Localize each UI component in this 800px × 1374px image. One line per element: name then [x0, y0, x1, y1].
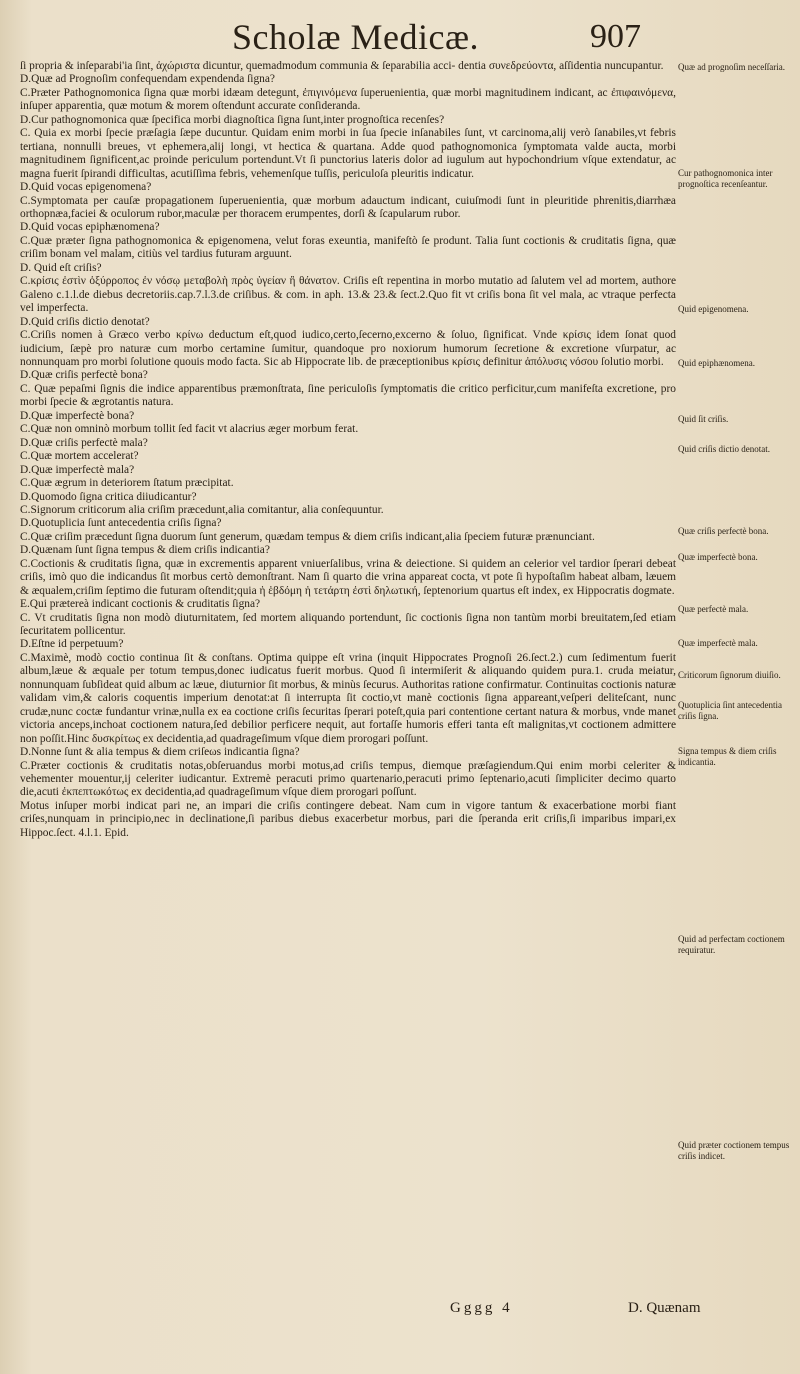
- answer: C.Quæ ægrum in deteriorem ſtatum præcipitat.: [20, 477, 234, 490]
- margin-note: Quæ ad prognoſim neceſſaria.: [678, 62, 785, 72]
- question: D.Quæ ad Prognoſim confequendam expendenda ſigna?: [20, 73, 275, 86]
- answer: C. Quæ pepaſmi ſignis die indice apparentibus præmonſtrata, ſine periculoſis ſymptomatis die critico perficitur,cum manifeſta excretione, pro morbi ſpecie & ægrotantis natura.: [20, 382, 676, 409]
- answer: C.Maximè, modò coctio continua ſit & conſtans. Optima quippe eſt vrina (inquit Hippocrates Prognoſi 26.ſect.2.) cum ſedimentum fuerit album,læue & æquale per totum tempus,donec iudicatus fuerit morbus. Quod ſi intermiſerit & aliquando quidem pura.1. cruda meiatur, nonnunquam ſubſideat quid album ac læue, diuturnior ſit morbus, & minùs ſecurus. Authoritas ratione confirmatur. Continuitas coctionis naturæ validam vim,& caloris coquentis imperium denotat:at ſi interrupta ſit coctio,vt manè coctionis ſigna appareant,veſperi deliteſcant, nunc crudæ,nunc coctæ fundantur vrinæ,nulla ex ea coctione criſis ſecuritas ſperari poteſt,quia pari contentione certant natura & morbus, vnde manet victoria anceps,inchoat coctionem natura,ſed debilior perficere nequit, aut fortaſſe humoris efferi tanta eſt malignitas,vt coctionem admittere non poſſit.Hinc δυσκρίτως ex decidentia,ad quadrageſimum vſque diem prorogari poſſunt.: [20, 651, 676, 745]
- signature-mark: Gggg 4: [450, 1300, 513, 1316]
- margin-note: Quid epiphænomena.: [678, 358, 755, 368]
- answer: C.Quæ mortem accelerat?: [20, 450, 139, 463]
- margin-note: Quid epigenomena.: [678, 304, 749, 314]
- question: D.Nonne ſunt & alia tempus & diem criſeωs indicantia ſigna?: [20, 746, 300, 759]
- margin-note: Cur pathognomonica inter prognoſtica recenſeantur.: [678, 168, 773, 189]
- question: D.Quid vocas epigenomena?: [20, 181, 152, 194]
- running-title: Scholæ Medicæ.: [232, 17, 479, 57]
- margin-note: Quæ imperfectè bona.: [678, 552, 758, 562]
- question: E.Qui prætereà indicant coctionis & cruditatis ſigna?: [20, 598, 261, 611]
- question: D.Quid criſis dictio denotat?: [20, 315, 150, 328]
- question: D.Quid vocas epiphænomena?: [20, 221, 160, 234]
- answer: C. Quia ex morbi ſpecie præſagia ſæpe ducuntur. Quidam enim morbi in ſua ſpecie inſanabiles ſunt, vt carcinoma,alij verò ſanabiles,vt febris tertiana, nonnulli breues, vt ephemera,alij longi, vt hectica & quartana. Adde quod pathognomonica ſymptomata valde aucta, morbi magnitudinem ſignificent,ac proinde periculum portendunt.Vt ſi punctorius lateris dolor ad iugulum aut hypochondrium vſque extendatur, ac magna fuerit ſpirandi difficultas, acutiſſima febris, vehemenſque tuſſis, periculoſa pleuritis indicatur.: [20, 127, 676, 180]
- page-header: [0, 16, 800, 60]
- page-footer: [0, 1300, 800, 1324]
- answer: C.Quæ criſim præcedunt ſigna duorum ſunt generum, quædam tempus & diem criſis indicant,alia ſpeciem futuræ prænunciant.: [20, 530, 595, 543]
- question: D.Quæ criſis perfectè bona?: [20, 369, 148, 382]
- margin-note: Quid criſis dictio denotat.: [678, 444, 770, 454]
- margin-note: Quæ criſis perfectè bona.: [678, 526, 769, 536]
- margin-note: Quid præter coctionem tempus criſis indicet.: [678, 1140, 790, 1161]
- answer: C. Vt cruditatis ſigna non modò diuturnitatem, ſed mortem aliquando portendunt, ſic coctionis ſigna non tantùm morbi breuitatem,ſed etiam ſecuritatem pollicentur.: [20, 611, 676, 638]
- question: D.Quænam ſunt ſigna tempus & diem criſis indicantia?: [20, 544, 270, 557]
- answer: C.κρίσις ἐστὶν ὀξύρροπος ἐν νόσῳ μεταβολὴ πρὸς ὑγείαν ἢ θάνατον. Criſis eſt repentina in morbo mutatio ad ſalutem vel ad mortem, authore Galeno c.1.l.de diebus decretoriis.cap.7.l.3.de criſibus. & com. in aph. 13.& 23.& ſect.2.Quo fit vt criſis bona ſit vel mala, ac vtraque perfecta vel imperfecta.: [20, 275, 676, 315]
- question: D. Quid eſt criſis?: [20, 261, 102, 274]
- paragraph: ſi propria & inſeparabi'ia ſint, ἀχώριστα dicuntur, quemadmodum communia & ſeparabilia acci- dentia συνεδρεύοντα, aſſidentia nuncupantur.: [20, 60, 664, 72]
- answer: C.Præter coctionis & cruditatis notas,obſeruandus morbi motus,ad criſis tempus, diemque præſagiendum.Qui enim morbi celeriter & vehementer mouentur,ij celeriter iudicantur. Extremè peracuti primo quartenario,peracuti primo ſeptenario,acuti ſimpliciter decimo quarto die,acuti ἐκπεπτωκότως ex decidentia,ad quadrageſimum vſque diem prorogari poſſunt.: [20, 759, 676, 799]
- answer: C.Coctionis & cruditatis ſigna, quæ in excrementis apparent vniuerſalibus, vrina & deiectione. Si quidem an celerior vel tardior ſperari debeat criſis, imò quo die indicandus ſit morbus certò demonſtrant. Nam ſi quarto die vrina appareat cocta, vt pote ſi hypoſtaſim habeat albam, læuem & æqualem,criſim ſeptimo die futuram oſtendit;quia ἡ ἑβδόμη ἡ τετάρτη ἐστὶ δηλωτική, ſeptenorium quartus eſt index, ex Hippocratis dogmate.: [20, 557, 676, 597]
- answer: C.Criſis nomen à Græco verbo κρίνω deductum eſt,quod iudico,certo,ſecerno,excerno & ſoluo, ſignificat. Vnde κρίσις idem ſonat quod iudicium, ſæpè pro naturæ cum morbo certamine ſumitur, quandoque pro noxiorum humorum ſecretione & excretione vſurpatur, ac nonnunquam pro morbi ſolutione quouis modo facta. Sic ab Hippocrate lib. de præceptionibus κρίσις definitur ἀπόλυσις νόσου ſolutio morbi.: [20, 329, 676, 368]
- margin-note: Criticorum ſignorum diuiſio.: [678, 670, 781, 680]
- answer: C.Symptomata per cauſæ propagationem ſuperuenientia, quæ morbum adauctum indicant, cuiuſmodi ſunt in pleuritide phrenitis,diarrhæa orthopnæa,faciei & oculorum rubor,maculæ per thoracem erumpentes, dorſi & ſcapularum rubor.: [20, 194, 676, 220]
- catchword: D. Quænam: [628, 1300, 701, 1316]
- margin-note: Quid ad perfectam coctionem requiratur.: [678, 934, 785, 955]
- question: D.Quæ imperfectè bona?: [20, 409, 135, 422]
- answer: C.Præter Pathognomonica ſigna quæ morbi idæam detegunt, ἐπιγινόμενα ſuperuenientia, quæ morbi magnitudinem indicant, ac ἐπιφαινόμενα, inſuper apparentia, quæ motum & morem oſtendunt accurate conſideranda.: [20, 86, 676, 113]
- page-number: 907: [590, 18, 641, 55]
- margin-note: Quid ſit criſis.: [678, 414, 729, 424]
- margin-note: Quæ imperfectè mala.: [678, 638, 758, 648]
- question: D.Quæ imperfectè mala?: [20, 463, 135, 476]
- question: D.Cur pathognomonica quæ ſpecifica morbi diagnoſtica ſigna ſunt,inter prognoſtica recenſes?: [20, 113, 445, 126]
- paragraph: Motus inſuper morbi indicat pari ne, an impari die criſis contingere debeat. Nam cum in vigore tantum & exacerbatione morbi fiant criſes,nunquam in principio,nec in declinatione,ſi paribus diebus exacerbetur morbus, pari die ſperanda erit criſis,ſi imparibus impari,ex Hippoc.ſect. 4.l.1. Epid.: [20, 799, 676, 839]
- answer: C.Quæ præter ſigna pathognomonica & epigenomena, velut foras exeuntia, manifeſtò ſe produnt. Talia ſunt coctionis & cruditatis ſigna, quæ criſim bonam vel malam, citiùs vel tardius futuram arguunt.: [20, 234, 676, 261]
- question: D.Eſtne id perpetuum?: [20, 638, 124, 651]
- body-text: [20, 60, 676, 840]
- question: D.Quæ criſis perfectè mala?: [20, 436, 148, 449]
- answer: C.Signorum criticorum alia criſim præcedunt,alia comitantur, alia conſequuntur.: [20, 503, 384, 516]
- question: D.Quotuplicia ſunt antecedentia criſis ſigna?: [20, 517, 222, 530]
- answer: C.Quæ non omninò morbum tollit ſed facit vt alacrius æger morbum ferat.: [20, 423, 359, 436]
- margin-note: Quotuplicia ſint antecedentia criſis ſigna.: [678, 700, 782, 721]
- question: D.Quomodo ſigna critica diiudicantur?: [20, 490, 197, 503]
- margin-note: Quæ perfectè mala.: [678, 604, 749, 614]
- margin-note: Signa tempus & diem criſis indicantia.: [678, 746, 777, 767]
